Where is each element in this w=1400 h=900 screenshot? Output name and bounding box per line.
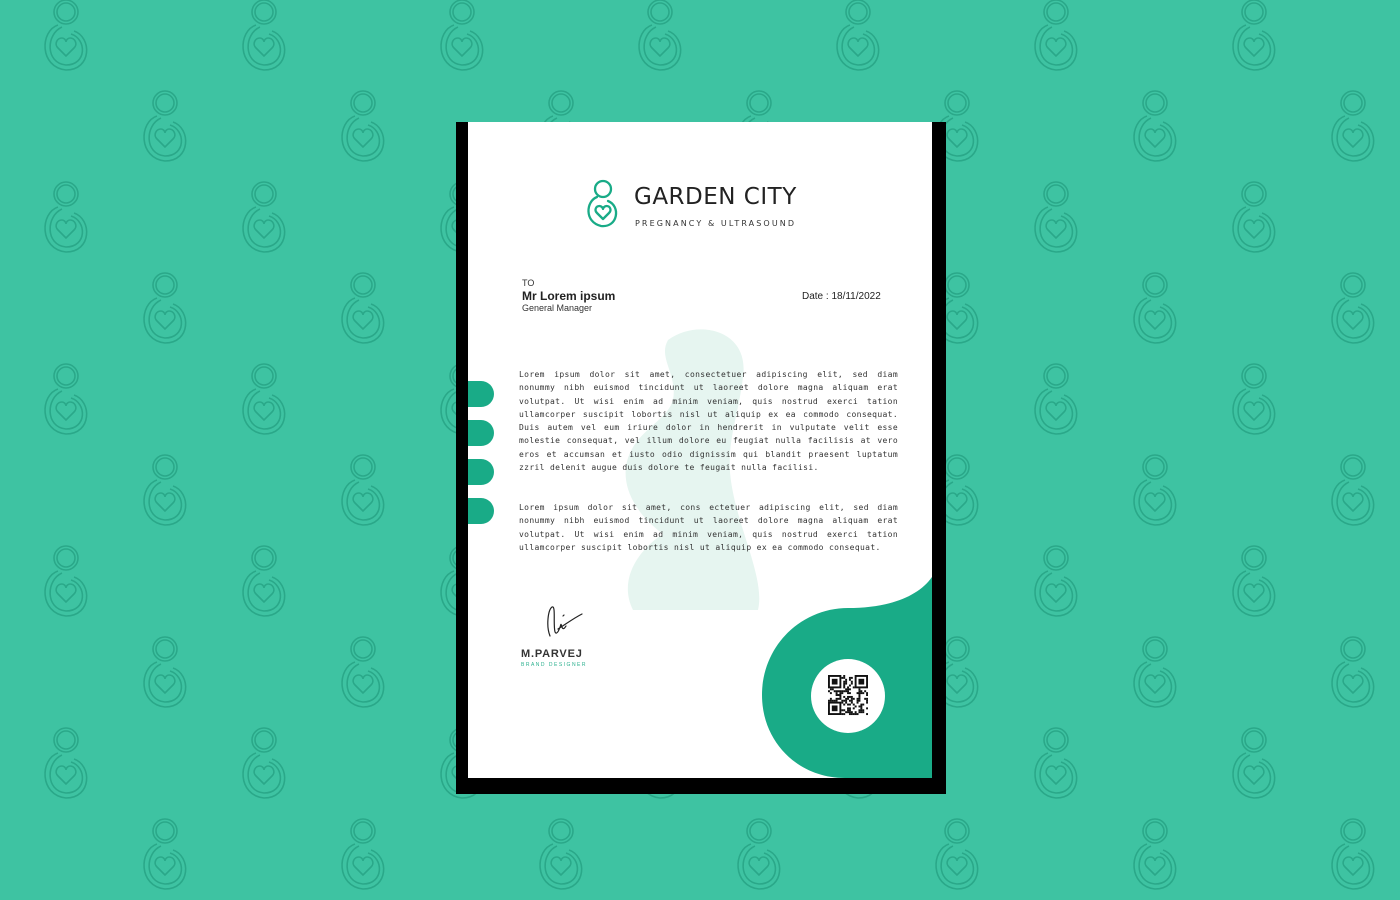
body-paragraph-2: Lorem ipsum dolor sit amet, cons ectetuer adipiscing elit, sed diam nonummy nibh euismod tincidunt ut laoreet dolore magna aliquam erat volutpat. Ut wisi enim ad minim veniam, quis nostrud exerci tation ullamcorper suscipit lobortis nisl ut aliquip ex ea commodo consequat. [519, 503, 898, 552]
qr-code-icon [828, 675, 868, 717]
side-tab-decoration [468, 380, 498, 540]
recipient-title: General Manager [522, 303, 593, 313]
letterhead-page [468, 122, 932, 778]
signature-scribble [542, 604, 586, 638]
qr-circle [811, 659, 885, 733]
signer-title: BRAND DESIGNER [521, 662, 588, 668]
to-label: TO [522, 278, 535, 288]
recipient-name: Mr Lorem ipsum [522, 289, 616, 303]
body-paragraph-1: Lorem ipsum dolor sit amet, consectetuer adipiscing elit, sed diam nonummy nibh euismod tincidunt ut laoreet dolore magna aliquam erat volutpat. Ut wisi enim ad minim veniam, quis nostrud exerci tation ullamcorper suscipit lobortis nisl ut aliquip ex ea commodo consequat. Duis autem vel eum iriure dolor in hendrerit in vulputate velit esse molestie consequat, vel illum dolore eu feugiat nulla facilisis at vero eros et accumsan et iusto odio dignissim qui blandit praesent luptatum zzril delenit augue duis dolore te feugait nulla facilisi. [519, 370, 898, 473]
brand-tagline: PREGNANCY & ULTRASOUND [635, 219, 797, 228]
letter-date: Date : 18/11/2022 [802, 291, 881, 302]
mother-baby-heart-icon [585, 176, 621, 230]
brand-name: GARDEN CITY [634, 184, 797, 210]
signer-name: M.PARVEJ [521, 648, 583, 660]
